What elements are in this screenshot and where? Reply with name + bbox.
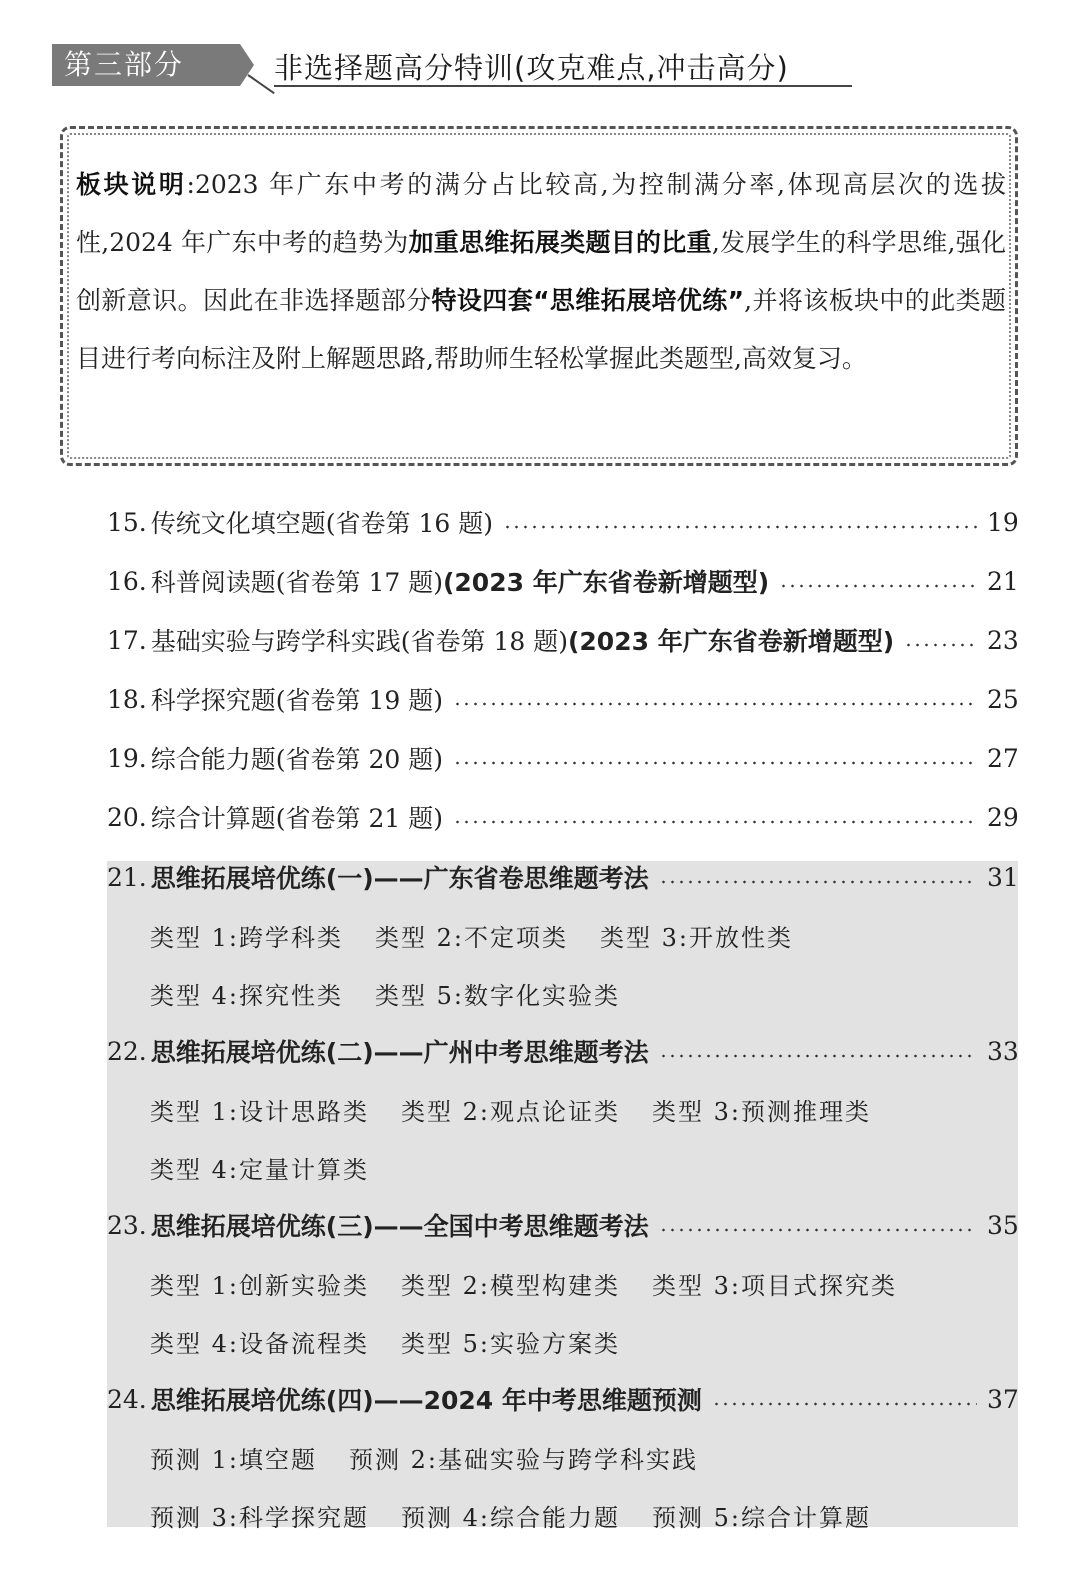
toc-entry[interactable]: [107, 620, 1017, 660]
toc-leader-dots: [659, 1228, 977, 1232]
toc-entry[interactable]: [107, 679, 1017, 719]
description-segment: ,发展学生的科学思维,强化创新意识。因此在非选择题部分: [76, 228, 1006, 315]
toc-title: 综合能力题(省卷第 20 题): [150, 745, 443, 774]
toc-page: 35: [987, 1210, 1019, 1240]
toc-page: 27: [987, 743, 1019, 773]
toc-entry[interactable]: [107, 502, 1017, 542]
toc-title: 思维拓展培优练(四)——2024 年中考思维题预测: [150, 1386, 702, 1415]
toc-title: 思维拓展培优练(三)——全国中考思维题考法: [150, 1212, 649, 1241]
description-segment: ,并将该板块中的此类题目进行考向标注及附上解题思路,帮助师生轻松掌握此类题型,高效复习。: [76, 286, 1006, 373]
header-underline: [274, 85, 852, 87]
toc-page: 37: [987, 1384, 1019, 1414]
part-label-arrow: [240, 44, 254, 86]
toc-entry[interactable]: [107, 1031, 1017, 1071]
toc-page: 29: [987, 802, 1019, 832]
toc-entry[interactable]: [107, 1205, 1017, 1245]
toc-number: 19.: [107, 743, 147, 773]
toc-number: 17.: [107, 625, 147, 655]
toc-leader-dots: [659, 880, 977, 884]
toc-number: 16.: [107, 566, 147, 596]
subtype-item[interactable]: 类型 1:创新实验类: [150, 1271, 369, 1300]
subtype-item[interactable]: 类型 2:模型构建类: [400, 1271, 620, 1300]
toc-number: 22.: [107, 1036, 147, 1066]
subtype-item[interactable]: 预测 2:基础实验与跨学科实践: [348, 1445, 698, 1474]
toc-note: (2023 年广东省卷新增题型): [442, 568, 770, 597]
subtype-item[interactable]: 类型 2:观点论证类: [400, 1097, 620, 1126]
subtype-item[interactable]: 类型 1:跨学科类: [150, 923, 343, 952]
section-header: [52, 44, 800, 90]
toc-page: 21: [987, 566, 1019, 596]
toc-leader-dots: [503, 525, 977, 529]
subtype-item[interactable]: 类型 4:设备流程类: [150, 1329, 369, 1358]
toc-entry[interactable]: [107, 797, 1017, 837]
toc-page: 31: [987, 862, 1019, 892]
subtype-item[interactable]: 类型 3:预测推理类: [651, 1097, 871, 1126]
toc-leader-dots: [904, 643, 977, 647]
toc-leader-dots: [453, 820, 977, 824]
toc-page: 33: [987, 1036, 1019, 1066]
toc-subtypes: [150, 1321, 652, 1361]
toc-title: 思维拓展培优练(一)——广东省卷思维题考法: [150, 864, 649, 893]
subtype-item[interactable]: 类型 4:定量计算类: [150, 1155, 369, 1184]
toc-leader-dots: [453, 702, 977, 706]
part-label: 第三部分: [52, 44, 240, 86]
toc-leader-dots: [712, 1402, 977, 1406]
toc-title: 基础实验与跨学科实践(省卷第 18 题): [150, 627, 568, 656]
subtype-item[interactable]: 类型 1:设计思路类: [150, 1097, 369, 1126]
toc-page: 23: [987, 625, 1019, 655]
toc-title: 科学探究题(省卷第 19 题): [150, 686, 443, 715]
description-text: [76, 156, 1006, 388]
toc-subtypes: [150, 1089, 903, 1129]
subtype-item[interactable]: 类型 5:实验方案类: [400, 1329, 620, 1358]
section-title: 非选择题高分特训(攻克难点,冲击高分): [274, 51, 789, 85]
subtype-item[interactable]: 预测 1:填空题: [150, 1445, 317, 1474]
toc-title: 科普阅读题(省卷第 17 题): [150, 568, 443, 597]
toc-subtypes: [150, 1437, 730, 1477]
description-segment: :2023 年广东中考的满分占比较高,为控制满分率,体现高层次的选拔性,2024 年广东中考的趋势为: [76, 170, 1006, 257]
toc-title: 传统文化填空题(省卷第 16 题): [150, 509, 493, 538]
subtype-item[interactable]: 类型 4:探究性类: [150, 981, 343, 1010]
toc-number: 18.: [107, 684, 147, 714]
toc-subtypes: [150, 973, 652, 1013]
toc-subtypes: [150, 1495, 903, 1535]
description-highlight: 特设四套“思维拓展培优练”: [431, 286, 745, 315]
practice-sets-background: [107, 861, 1018, 1527]
subtype-item[interactable]: 类型 2:不定项类: [374, 923, 568, 952]
toc-number: 20.: [107, 802, 147, 832]
subtype-item[interactable]: 类型 3:开放性类: [599, 923, 793, 952]
subtype-item[interactable]: 类型 3:项目式探究类: [651, 1271, 897, 1300]
toc-page: 19: [987, 507, 1019, 537]
toc-note: (2023 年广东省卷新增题型): [567, 627, 895, 656]
toc-number: 15.: [107, 507, 147, 537]
subtype-item[interactable]: 预测 4:综合能力题: [400, 1503, 620, 1532]
toc-number: 23.: [107, 1210, 147, 1240]
subtype-item[interactable]: 类型 5:数字化实验类: [374, 981, 620, 1010]
description-label: 板块说明: [76, 170, 187, 199]
toc-subtypes: [150, 1263, 929, 1303]
toc-number: 21.: [107, 862, 147, 892]
subtype-item[interactable]: 预测 3:科学探究题: [150, 1503, 369, 1532]
toc-number: 24.: [107, 1384, 147, 1414]
toc-subtypes: [150, 915, 825, 955]
description-highlight: 加重思维拓展类题目的比重: [408, 228, 712, 257]
toc-entry[interactable]: [107, 857, 1017, 897]
subtype-item[interactable]: 预测 5:综合计算题: [651, 1503, 871, 1532]
toc-title: 思维拓展培优练(二)——广州中考思维题考法: [150, 1038, 649, 1067]
toc-entry[interactable]: [107, 561, 1017, 601]
toc-leader-dots: [659, 1054, 977, 1058]
toc-subtypes: [150, 1147, 401, 1187]
toc-leader-dots: [779, 584, 977, 588]
toc-entry[interactable]: [107, 738, 1017, 778]
toc-entry[interactable]: [107, 1379, 1017, 1419]
toc-leader-dots: [453, 761, 977, 765]
toc-page: 25: [987, 684, 1019, 714]
toc-title: 综合计算题(省卷第 21 题): [150, 804, 443, 833]
